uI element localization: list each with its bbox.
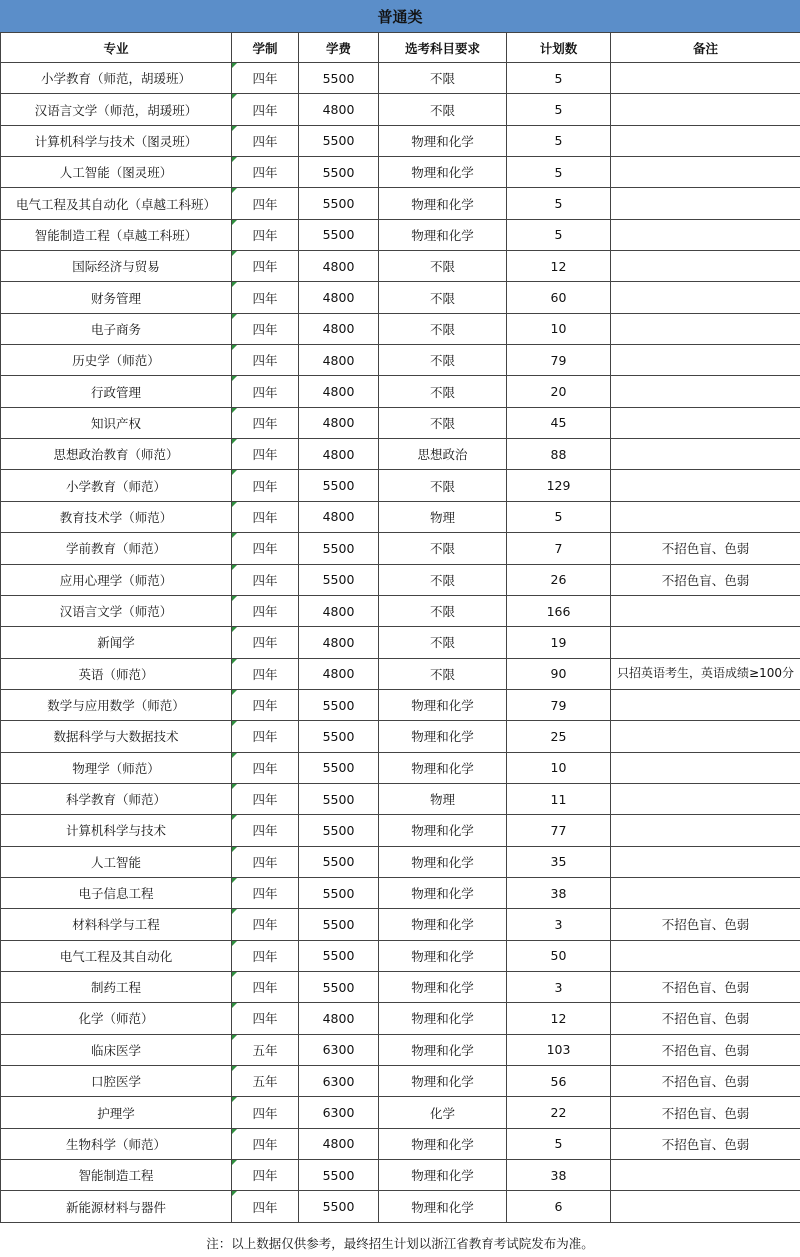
fee-cell: 5500 (299, 1191, 379, 1222)
remark-cell: 不招色盲、色弱 (611, 1097, 800, 1128)
table-row (1, 188, 800, 219)
fee-cell: 4800 (299, 501, 379, 532)
plan-cell: 38 (507, 877, 611, 908)
remark-cell (611, 439, 800, 470)
remark-cell (611, 752, 800, 783)
plan-cell: 10 (507, 313, 611, 344)
major-cell: 汉语言文学（师范，胡瑗班） (1, 94, 232, 125)
duration-cell: 四年 (232, 658, 299, 689)
duration-cell: 四年 (232, 439, 299, 470)
table-row (1, 627, 800, 658)
subjects-cell: 不限 (379, 407, 507, 438)
fee-cell: 5500 (299, 909, 379, 940)
duration-cell: 四年 (232, 63, 299, 94)
plan-cell: 12 (507, 1003, 611, 1034)
admission-plan-table (0, 32, 800, 1223)
remark-cell (611, 783, 800, 814)
plan-cell: 35 (507, 846, 611, 877)
fee-cell: 5500 (299, 63, 379, 94)
plan-cell: 56 (507, 1066, 611, 1097)
duration-cell: 四年 (232, 627, 299, 658)
duration-cell: 四年 (232, 752, 299, 783)
remark-cell (611, 282, 800, 313)
plan-cell: 5 (507, 94, 611, 125)
major-cell: 智能制造工程（卓越工科班） (1, 219, 232, 250)
subjects-cell: 不限 (379, 63, 507, 94)
plan-cell: 166 (507, 595, 611, 626)
major-cell: 计算机科学与技术 (1, 815, 232, 846)
duration-cell: 四年 (232, 1191, 299, 1222)
footer-note: 注：以上数据仅供参考，最终招生计划以浙江省教育考试院发布为准。 (206, 1236, 594, 1251)
table-row (1, 94, 800, 125)
fee-cell: 5500 (299, 157, 379, 188)
table-row (1, 345, 800, 376)
plan-cell: 38 (507, 1160, 611, 1191)
duration-cell: 五年 (232, 1066, 299, 1097)
duration-cell: 四年 (232, 251, 299, 282)
plan-cell: 60 (507, 282, 611, 313)
fee-cell: 5500 (299, 940, 379, 971)
remark-cell (611, 1191, 800, 1222)
remark-cell (611, 219, 800, 250)
table-row (1, 376, 800, 407)
plan-cell: 50 (507, 940, 611, 971)
plan-cell: 25 (507, 721, 611, 752)
subjects-cell: 物理 (379, 783, 507, 814)
fee-cell: 5500 (299, 815, 379, 846)
plan-cell: 10 (507, 752, 611, 783)
major-cell: 智能制造工程 (1, 1160, 232, 1191)
major-cell: 历史学（师范） (1, 345, 232, 376)
plan-cell: 5 (507, 1128, 611, 1159)
fee-cell: 5500 (299, 971, 379, 1002)
remark-cell (611, 846, 800, 877)
fee-cell: 4800 (299, 658, 379, 689)
duration-cell: 四年 (232, 533, 299, 564)
fee-cell: 5500 (299, 783, 379, 814)
remark-cell (611, 501, 800, 532)
plan-cell: 7 (507, 533, 611, 564)
plan-cell: 20 (507, 376, 611, 407)
major-cell: 科学教育（师范） (1, 783, 232, 814)
subjects-cell: 不限 (379, 376, 507, 407)
subjects-cell: 物理和化学 (379, 188, 507, 219)
remark-cell (611, 721, 800, 752)
plan-cell: 77 (507, 815, 611, 846)
major-cell: 数学与应用数学（师范） (1, 689, 232, 720)
table-row (1, 63, 800, 94)
major-cell: 电气工程及其自动化 (1, 940, 232, 971)
fee-cell: 5500 (299, 219, 379, 250)
table-row (1, 157, 800, 188)
table-row (1, 721, 800, 752)
remark-cell (611, 63, 800, 94)
plan-cell: 79 (507, 689, 611, 720)
remark-cell (611, 940, 800, 971)
remark-cell (611, 595, 800, 626)
table-row (1, 219, 800, 250)
plan-cell: 5 (507, 501, 611, 532)
major-cell: 电气工程及其自动化（卓越工科班） (1, 188, 232, 219)
subjects-cell: 物理和化学 (379, 1034, 507, 1065)
header-major: 专业 (1, 33, 232, 63)
subjects-cell: 不限 (379, 313, 507, 344)
plan-cell: 19 (507, 627, 611, 658)
table-row (1, 689, 800, 720)
remark-cell (611, 376, 800, 407)
duration-cell: 四年 (232, 501, 299, 532)
fee-cell: 4800 (299, 94, 379, 125)
major-cell: 电子商务 (1, 313, 232, 344)
plan-cell: 5 (507, 63, 611, 94)
table-row (1, 846, 800, 877)
fee-cell: 5500 (299, 752, 379, 783)
subjects-cell: 思想政治 (379, 439, 507, 470)
duration-cell: 四年 (232, 815, 299, 846)
duration-cell: 四年 (232, 188, 299, 219)
plan-cell: 90 (507, 658, 611, 689)
subjects-cell: 物理和化学 (379, 909, 507, 940)
subjects-cell: 不限 (379, 345, 507, 376)
major-cell: 口腔医学 (1, 1066, 232, 1097)
subjects-cell: 不限 (379, 564, 507, 595)
subjects-cell: 物理和化学 (379, 1003, 507, 1034)
remark-cell: 不招色盲、色弱 (611, 909, 800, 940)
subjects-cell: 物理和化学 (379, 689, 507, 720)
plan-cell: 45 (507, 407, 611, 438)
major-cell: 思想政治教育（师范） (1, 439, 232, 470)
duration-cell: 四年 (232, 1160, 299, 1191)
duration-cell: 四年 (232, 219, 299, 250)
fee-cell: 6300 (299, 1066, 379, 1097)
fee-cell: 5500 (299, 877, 379, 908)
duration-cell: 四年 (232, 376, 299, 407)
table-row (1, 1160, 800, 1191)
subjects-cell: 物理和化学 (379, 1191, 507, 1222)
major-cell: 新闻学 (1, 627, 232, 658)
fee-cell: 5500 (299, 564, 379, 595)
table-row (1, 439, 800, 470)
fee-cell: 5500 (299, 125, 379, 156)
major-cell: 国际经济与贸易 (1, 251, 232, 282)
table-row (1, 815, 800, 846)
fee-cell: 5500 (299, 188, 379, 219)
plan-cell: 129 (507, 470, 611, 501)
header-subjects: 选考科目要求 (379, 33, 507, 63)
subjects-cell: 不限 (379, 595, 507, 626)
table-row (1, 1003, 800, 1034)
plan-cell: 26 (507, 564, 611, 595)
header-fee: 学费 (299, 33, 379, 63)
duration-cell: 四年 (232, 721, 299, 752)
major-cell: 汉语言文学（师范） (1, 595, 232, 626)
fee-cell: 5500 (299, 846, 379, 877)
table-row (1, 658, 800, 689)
subjects-cell: 不限 (379, 282, 507, 313)
table-row (1, 564, 800, 595)
table-row (1, 501, 800, 532)
table-row (1, 282, 800, 313)
subjects-cell: 不限 (379, 94, 507, 125)
subjects-cell: 物理 (379, 501, 507, 532)
duration-cell: 四年 (232, 282, 299, 313)
major-cell: 材料科学与工程 (1, 909, 232, 940)
fee-cell: 5500 (299, 533, 379, 564)
table-row (1, 595, 800, 626)
major-cell: 行政管理 (1, 376, 232, 407)
major-cell: 化学（师范） (1, 1003, 232, 1034)
table-row (1, 752, 800, 783)
remark-cell (611, 470, 800, 501)
duration-cell: 四年 (232, 940, 299, 971)
subjects-cell: 化学 (379, 1097, 507, 1128)
table-row (1, 313, 800, 344)
major-cell: 应用心理学（师范） (1, 564, 232, 595)
duration-cell: 四年 (232, 877, 299, 908)
table-row (1, 1128, 800, 1159)
duration-cell: 四年 (232, 157, 299, 188)
remark-cell (611, 407, 800, 438)
plan-cell: 5 (507, 188, 611, 219)
major-cell: 财务管理 (1, 282, 232, 313)
remark-cell: 不招色盲、色弱 (611, 971, 800, 1002)
subjects-cell: 物理和化学 (379, 219, 507, 250)
duration-cell: 四年 (232, 94, 299, 125)
duration-cell: 四年 (232, 689, 299, 720)
table-body (1, 63, 800, 1223)
table-row (1, 783, 800, 814)
subjects-cell: 物理和化学 (379, 940, 507, 971)
fee-cell: 4800 (299, 251, 379, 282)
remark-cell (611, 157, 800, 188)
duration-cell: 四年 (232, 595, 299, 626)
table-row (1, 470, 800, 501)
remark-cell (611, 345, 800, 376)
table-row (1, 125, 800, 156)
major-cell: 护理学 (1, 1097, 232, 1128)
table-row (1, 1034, 800, 1065)
remark-cell (611, 815, 800, 846)
major-cell: 新能源材料与器件 (1, 1191, 232, 1222)
major-cell: 临床医学 (1, 1034, 232, 1065)
duration-cell: 四年 (232, 470, 299, 501)
duration-cell: 四年 (232, 345, 299, 376)
remark-cell (611, 313, 800, 344)
header-plan: 计划数 (507, 33, 611, 63)
plan-cell: 5 (507, 125, 611, 156)
subjects-cell: 不限 (379, 533, 507, 564)
major-cell: 英语（师范） (1, 658, 232, 689)
plan-cell: 79 (507, 345, 611, 376)
major-cell: 物理学（师范） (1, 752, 232, 783)
remark-cell (611, 627, 800, 658)
major-cell: 生物科学（师范） (1, 1128, 232, 1159)
subjects-cell: 物理和化学 (379, 877, 507, 908)
table-row (1, 251, 800, 282)
duration-cell: 四年 (232, 1128, 299, 1159)
plan-cell: 5 (507, 157, 611, 188)
plan-cell: 88 (507, 439, 611, 470)
remark-cell (611, 877, 800, 908)
table-row (1, 877, 800, 908)
table-row (1, 1097, 800, 1128)
header-remark: 备注 (611, 33, 800, 63)
plan-cell: 3 (507, 909, 611, 940)
subjects-cell: 物理和化学 (379, 1066, 507, 1097)
remark-cell (611, 188, 800, 219)
plan-cell: 11 (507, 783, 611, 814)
duration-cell: 四年 (232, 783, 299, 814)
fee-cell: 5500 (299, 470, 379, 501)
table-header-row (1, 33, 800, 63)
fee-cell: 4800 (299, 627, 379, 658)
remark-cell: 不招色盲、色弱 (611, 1066, 800, 1097)
fee-cell: 6300 (299, 1034, 379, 1065)
remark-cell: 不招色盲、色弱 (611, 564, 800, 595)
plan-cell: 103 (507, 1034, 611, 1065)
remark-cell (611, 94, 800, 125)
remark-cell: 不招色盲、色弱 (611, 1003, 800, 1034)
major-cell: 人工智能 (1, 846, 232, 877)
plan-cell: 5 (507, 219, 611, 250)
fee-cell: 4800 (299, 407, 379, 438)
duration-cell: 四年 (232, 971, 299, 1002)
duration-cell: 四年 (232, 407, 299, 438)
plan-cell: 12 (507, 251, 611, 282)
subjects-cell: 物理和化学 (379, 846, 507, 877)
header-duration: 学制 (232, 33, 299, 63)
subjects-cell: 物理和化学 (379, 1160, 507, 1191)
major-cell: 小学教育（师范） (1, 470, 232, 501)
major-cell: 学前教育（师范） (1, 533, 232, 564)
subjects-cell: 不限 (379, 627, 507, 658)
major-cell: 计算机科学与技术（图灵班） (1, 125, 232, 156)
major-cell: 人工智能（图灵班） (1, 157, 232, 188)
duration-cell: 四年 (232, 313, 299, 344)
plan-cell: 6 (507, 1191, 611, 1222)
table-row (1, 1191, 800, 1222)
subjects-cell: 物理和化学 (379, 815, 507, 846)
fee-cell: 5500 (299, 1160, 379, 1191)
subjects-cell: 物理和化学 (379, 971, 507, 1002)
table-row (1, 1066, 800, 1097)
duration-cell: 五年 (232, 1034, 299, 1065)
remark-cell (611, 125, 800, 156)
table-row (1, 407, 800, 438)
plan-cell: 22 (507, 1097, 611, 1128)
subjects-cell: 物理和化学 (379, 157, 507, 188)
remark-cell: 只招英语考生，英语成绩≥100分 (611, 658, 800, 689)
subjects-cell: 物理和化学 (379, 721, 507, 752)
table-row (1, 971, 800, 1002)
fee-cell: 4800 (299, 595, 379, 626)
remark-cell (611, 1160, 800, 1191)
fee-cell: 4800 (299, 376, 379, 407)
major-cell: 知识产权 (1, 407, 232, 438)
major-cell: 小学教育（师范，胡瑗班） (1, 63, 232, 94)
duration-cell: 四年 (232, 125, 299, 156)
fee-cell: 6300 (299, 1097, 379, 1128)
subjects-cell: 物理和化学 (379, 125, 507, 156)
fee-cell: 4800 (299, 313, 379, 344)
fee-cell: 4800 (299, 1003, 379, 1034)
table-title: 普通类 (0, 0, 800, 33)
remark-cell: 不招色盲、色弱 (611, 1034, 800, 1065)
fee-cell: 4800 (299, 439, 379, 470)
table-row (1, 909, 800, 940)
fee-cell: 5500 (299, 721, 379, 752)
major-cell: 制药工程 (1, 971, 232, 1002)
subjects-cell: 物理和化学 (379, 1128, 507, 1159)
duration-cell: 四年 (232, 1003, 299, 1034)
duration-cell: 四年 (232, 846, 299, 877)
major-cell: 数据科学与大数据技术 (1, 721, 232, 752)
remark-cell: 不招色盲、色弱 (611, 1128, 800, 1159)
remark-cell (611, 251, 800, 282)
remark-cell (611, 689, 800, 720)
subjects-cell: 物理和化学 (379, 752, 507, 783)
fee-cell: 4800 (299, 282, 379, 313)
table-row (1, 940, 800, 971)
duration-cell: 四年 (232, 1097, 299, 1128)
major-cell: 教育技术学（师范） (1, 501, 232, 532)
fee-cell: 4800 (299, 345, 379, 376)
plan-cell: 3 (507, 971, 611, 1002)
duration-cell: 四年 (232, 564, 299, 595)
subjects-cell: 不限 (379, 251, 507, 282)
table-row (1, 533, 800, 564)
subjects-cell: 不限 (379, 470, 507, 501)
fee-cell: 4800 (299, 1128, 379, 1159)
major-cell: 电子信息工程 (1, 877, 232, 908)
fee-cell: 5500 (299, 689, 379, 720)
subjects-cell: 不限 (379, 658, 507, 689)
remark-cell: 不招色盲、色弱 (611, 533, 800, 564)
duration-cell: 四年 (232, 909, 299, 940)
